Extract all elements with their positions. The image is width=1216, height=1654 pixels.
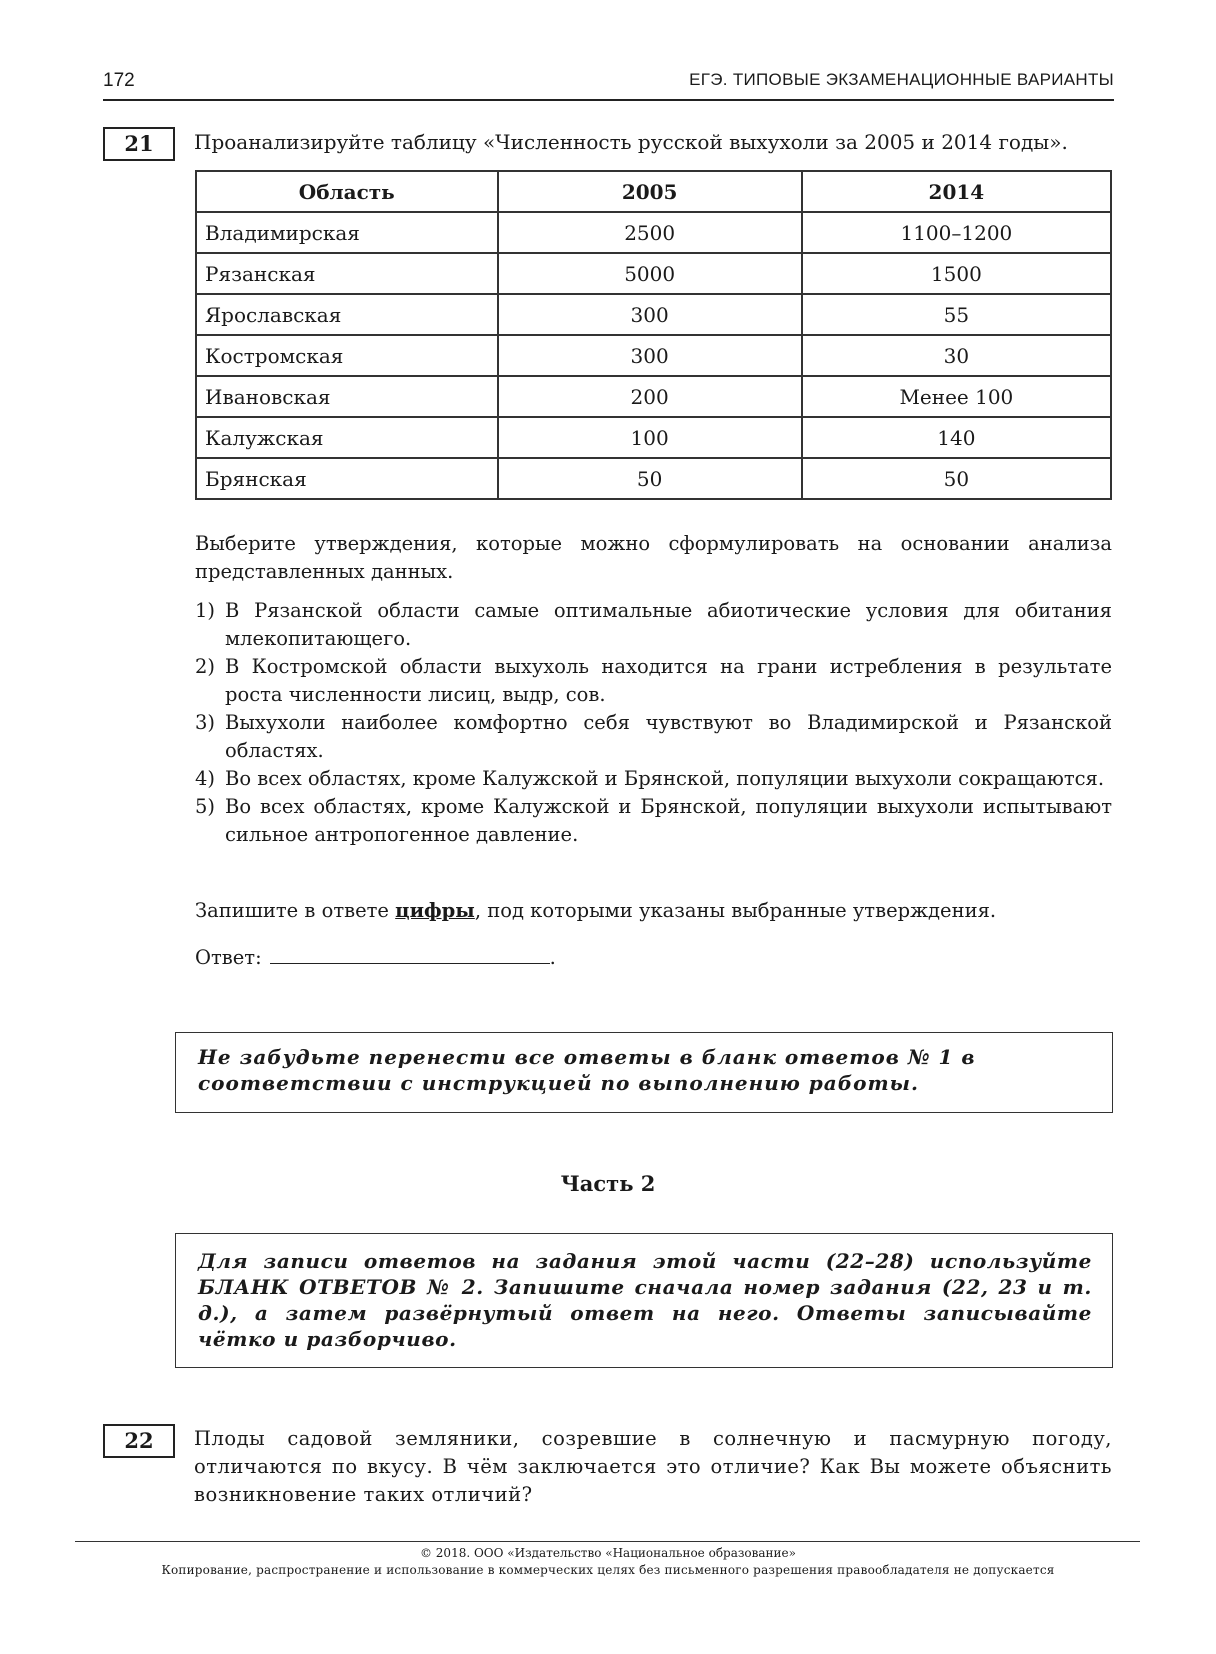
table-row xyxy=(196,458,1111,499)
reminder-text: Не забудьте перенести все ответы в бланк ответов № 1 в соответствии с инструкцией по выполнению работы. xyxy=(198,1045,976,1095)
option-text: В Рязанской области самые оптимальные абиотические условия для обитания млекопитающего. xyxy=(225,599,1112,650)
answer-row xyxy=(195,943,556,972)
table-row xyxy=(196,335,1111,376)
option-number: 1) xyxy=(195,599,216,622)
table-row xyxy=(196,212,1111,253)
task-22-number: 22 xyxy=(103,1424,175,1458)
footer-notice: Копирование, распространение и использование в коммерческих целях без письменного разрешения правообладателя не допускается xyxy=(161,1563,1055,1577)
table-cell: Брянская xyxy=(196,458,498,499)
table-cell: 300 xyxy=(498,294,802,335)
table-cell: Калужская xyxy=(196,417,498,458)
option-item xyxy=(195,765,1112,793)
part-2-title: Часть 2 xyxy=(560,1171,656,1196)
footer-copyright: © 2018. ООО «Издательство «Национальное образование» xyxy=(419,1546,796,1560)
table-cell: 5000 xyxy=(498,253,802,294)
table-row xyxy=(196,253,1111,294)
option-number: 5) xyxy=(195,795,216,818)
table-cell: 50 xyxy=(498,458,802,499)
population-table xyxy=(195,170,1112,500)
table-row xyxy=(196,376,1111,417)
answer-label: Ответ: xyxy=(195,946,262,969)
table-header-row xyxy=(196,171,1111,212)
table-cell: Владимирская xyxy=(196,212,498,253)
option-item xyxy=(195,709,1112,765)
option-item xyxy=(195,793,1112,849)
table-cell: 55 xyxy=(802,294,1111,335)
table-cell: Костромская xyxy=(196,335,498,376)
write-instruction-post: , под которыми указаны выбранные утверждения. xyxy=(474,899,997,922)
answer-end: . xyxy=(549,946,556,969)
option-number: 2) xyxy=(195,655,216,678)
table-row xyxy=(196,417,1111,458)
answer-field[interactable] xyxy=(270,943,550,964)
table-cell: 50 xyxy=(802,458,1111,499)
write-instruction xyxy=(195,897,1125,925)
running-title: ЕГЭ. ТИПОВЫЕ ЭКЗАМЕНАЦИОННЫЕ ВАРИАНТЫ xyxy=(689,70,1114,89)
task-21-number: 21 xyxy=(103,127,175,161)
option-text: Выхухоли наиболее комфортно себя чувствуют во Владимирской и Рязанской областях. xyxy=(225,711,1112,762)
table-cell: Ярославская xyxy=(196,294,498,335)
part-2-instructions: Для записи ответов на задания этой части (22–28) используйте БЛАНК ОТВЕТОВ № 2. Запишите сначала номер задания (22, 23 и т. д.), а затем развёрнутый ответ на него. Ответы записывайте чётко и разборчиво. xyxy=(198,1249,1092,1351)
table-cell: 140 xyxy=(802,417,1111,458)
table-cell: 1100–1200 xyxy=(802,212,1111,253)
table-cell: 300 xyxy=(498,335,802,376)
option-text: В Костромской области выхухоль находится на грани истребления в результате роста численности лисиц, выдр, сов. xyxy=(225,655,1112,706)
table-cell: 200 xyxy=(498,376,802,417)
footer-rule xyxy=(75,1541,1140,1542)
table-cell: 1500 xyxy=(802,253,1111,294)
table-header-cell: 2005 xyxy=(498,171,802,212)
table-cell: Менее 100 xyxy=(802,376,1111,417)
header-rule xyxy=(103,99,1114,101)
write-instruction-digits: цифры xyxy=(395,899,475,922)
option-item xyxy=(195,597,1112,653)
task-22-text: Плоды садовой земляники, созревшие в солнечную и пасмурную погоду, отличаются по вкусу. В чём заключается это отличие? Как Вы можете объяснить возникновение таких отличий? xyxy=(194,1427,1112,1506)
table-header-cell: Область xyxy=(196,171,498,212)
reminder-box xyxy=(175,1032,1113,1113)
table-cell: 2500 xyxy=(498,212,802,253)
options-list xyxy=(195,597,1112,849)
table-cell: Рязанская xyxy=(196,253,498,294)
part-2-instructions-box xyxy=(175,1233,1113,1368)
option-text: Во всех областях, кроме Калужской и Брянской, популяции выхухоли сокращаются. xyxy=(225,767,1105,790)
write-instruction-pre: Запишите в ответе xyxy=(195,899,396,922)
table-cell: 100 xyxy=(498,417,802,458)
option-number: 4) xyxy=(195,767,216,790)
task-21-instruction: Выберите утверждения, которые можно сформулировать на основании анализа представленных данных. xyxy=(195,532,1112,583)
table-cell: Ивановская xyxy=(196,376,498,417)
option-number: 3) xyxy=(195,711,216,734)
page-number: 172 xyxy=(103,70,135,91)
table-cell: 30 xyxy=(802,335,1111,376)
table-header-cell: 2014 xyxy=(802,171,1111,212)
table-row xyxy=(196,294,1111,335)
option-text: Во всех областях, кроме Калужской и Брянской, популяции выхухоли испытывают сильное антропогенное давление. xyxy=(225,795,1112,846)
task-21-prompt: Проанализируйте таблицу «Численность русской выхухоли за 2005 и 2014 годы». xyxy=(194,130,1068,154)
option-item xyxy=(195,653,1112,709)
